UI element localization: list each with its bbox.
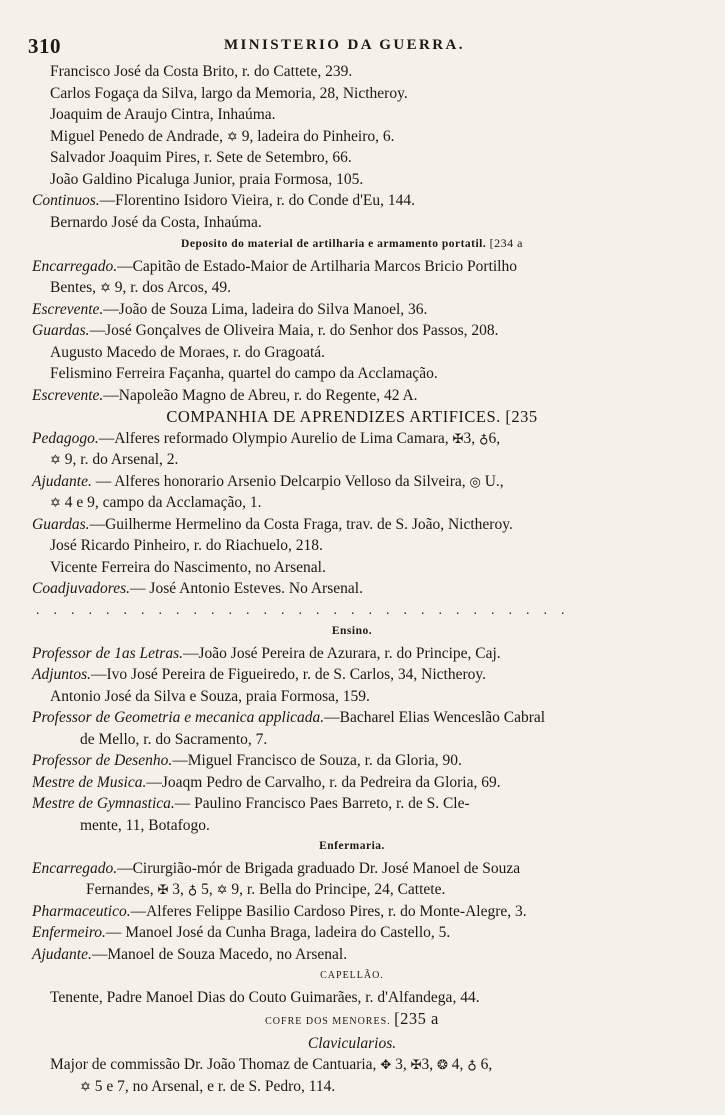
role-label: Escrevente.	[32, 300, 104, 318]
entry-line: Mestre de Gymnastica.— Paulino Francisco Paes Barreto, r. de S. Cle-	[32, 795, 470, 812]
page-number: 310	[28, 34, 61, 58]
star-decoration-icon: ✡	[99, 280, 111, 295]
entry-line: Fernandes, ✠ 3, ♁ 5, ✡ 9, r. Bella do Principe, 24, Cattete.	[86, 881, 446, 898]
entry-line: Guardas.—José Gonçalves de Oliveira Maia, r. do Senhor dos Passos, 208.	[32, 322, 499, 339]
star-decoration-icon: ✡	[80, 1078, 91, 1094]
section-heading-deposito: Deposito do material de artilharia e armamento portatil. [234 a	[181, 236, 523, 250]
role-label: Guardas.	[32, 322, 90, 339]
section-heading-companhia: COMPANHIA DE APRENDIZES ARTIFICES. [235	[166, 407, 538, 426]
star-decoration-icon: ✡	[50, 495, 61, 510]
section-heading-capellao: CAPELLÃO.	[320, 970, 384, 981]
entry-line: João Galdino Picaluga Junior, praia Formosa, 105.	[50, 170, 364, 188]
entry-line: Vicente Ferreira do Nascimento, no Arsenal.	[50, 558, 326, 576]
section-heading-ensino: Ensino.	[331, 625, 373, 637]
entry-line: Major de commissão Dr. João Thomaz de Cantuaria, ✥ 3, ✠3, ❂ 4, ♁ 6,	[50, 1056, 493, 1073]
entry-line: Professor de 1as Letras.—João José Pereira de Azurara, r. do Principe, Caj.	[32, 644, 501, 662]
entry-line: Pedagogo.—Alferes reformado Olympio Aurelio de Lima Camara, ✠3, ♁6,	[32, 429, 501, 447]
entry-line: Coadjuvadores.— José Antonio Esteves. No Arsenal.	[32, 580, 363, 597]
entry-line: Francisco José da Costa Brito, r. do Cattete, 239.	[50, 63, 353, 80]
entry-line: ✡ 5 e 7, no Arsenal, e r. de S. Pedro, 114.	[80, 1077, 336, 1095]
role-label: Encarregado.	[32, 257, 118, 275]
fourpoint-decoration-icon: ✥	[380, 1057, 392, 1072]
entry-line: ✡ 9, r. do Arsenal, 2.	[50, 451, 179, 468]
bell-decoration-icon: ♁	[187, 882, 198, 897]
entry-line: Enfermeiro.— Manoel José da Cunha Braga, ladeira do Castello, 5.	[32, 924, 451, 941]
section-reference: [234 a	[489, 236, 523, 250]
role-label: Encarregado.	[32, 859, 118, 877]
role-label: Professor de Desenho.	[32, 752, 173, 769]
entry-line: de Mello, r. do Sacramento, 7.	[80, 730, 268, 748]
entry-line: Encarregado.—Capitão de Estado-Maior de Artilharia Marcos Bricio Portilho	[32, 257, 517, 275]
entry-line: Bentes, ✡ 9, r. dos Arcos, 49.	[50, 279, 231, 296]
entry-line: Salvador Joaquim Pires, r. Sete de Setembro, 66.	[50, 149, 352, 166]
section-heading-enfermaria: Enfermaria.	[319, 840, 385, 852]
entry-line: José Ricardo Pinheiro, r. do Riachuelo, 218.	[50, 537, 323, 554]
circle-decoration-icon: ◎	[469, 473, 481, 489]
entry-line: Continuos.—Florentino Isidoro Vieira, r. do Conde d'Eu, 144.	[32, 192, 416, 209]
role-label: Continuos.	[32, 192, 100, 209]
entry-line: mente, 11, Botafogo.	[80, 816, 210, 834]
role-label: Adjuntos.	[32, 666, 91, 683]
entry-line: Joaquim de Araujo Cintra, Inhaúma.	[50, 106, 276, 123]
entry-line: Guardas.—Guilherme Hermelino da Costa Fraga, trav. de S. João, Nictheroy.	[32, 515, 513, 533]
role-label: Professor de 1as Letras.	[32, 644, 183, 662]
entry-line: Antonio José da Silva e Souza, praia Formosa, 159.	[50, 687, 370, 705]
entry-line: Professor de Desenho.—Miguel Francisco de Souza, r. da Gloria, 90.	[32, 752, 462, 769]
role-label: Pharmaceutico.	[32, 902, 131, 920]
role-label: Guardas.	[32, 515, 90, 533]
entry-line: Felismino Ferreira Façanha, quartel do campo da Acclamação.	[50, 365, 438, 382]
page-body	[32, 61, 672, 1097]
entry-line: Professor de Geometria e mecanica applicada.—Bacharel Elias Wenceslão Cabral	[32, 709, 546, 726]
entry-line: Augusto Macedo de Moraes, r. do Gragoatá.	[50, 343, 326, 361]
subsection-heading-clavicularios: Clavicularios.	[307, 1034, 397, 1052]
entry-line: Mestre de Musica.—Joaqm Pedro de Carvalho, r. da Pedreira da Gloria, 69.	[32, 773, 501, 791]
entry-line: ✡ 4 e 9, campo da Acclamação, 1.	[50, 494, 262, 511]
cross-decoration-icon: ✠	[452, 430, 464, 446]
role-label: Ajudante.	[32, 945, 92, 963]
entry-line: Ajudante. — Alferes honorario Arsenio Delcarpio Velloso da Silveira, ◎ U.,	[32, 472, 504, 490]
entry-line: Ajudante.—Manoel de Souza Macedo, no Arsenal.	[32, 945, 348, 963]
running-title: MINISTERIO DA GUERRA.	[224, 37, 465, 53]
page-header	[28, 34, 700, 56]
medal-decoration-icon: ❂	[437, 1057, 448, 1072]
entry-line: Adjuntos.—Ivo José Pereira de Figueiredo, r. de S. Carlos, 34, Nictheroy.	[32, 666, 487, 683]
entry-line: Escrevente.—João de Souza Lima, ladeira do Silva Manoel, 36.	[32, 300, 428, 318]
entry-line: Encarregado.—Cirurgião-mór de Brigada graduado Dr. José Manoel de Souza	[32, 859, 521, 877]
role-label: Mestre de Gymnastica.	[32, 795, 175, 812]
role-label: Enfermeiro.	[32, 924, 106, 941]
entry-line: Pharmaceutico.—Alferes Felippe Basilio Cardoso Pires, r. do Monte-Alegre, 3.	[32, 902, 527, 920]
role-label: Ajudante.	[32, 472, 92, 490]
section-reference: [235 a	[394, 1009, 439, 1028]
section-heading-cofre: COFRE DOS MENORES. [235 a	[265, 1009, 439, 1028]
entry-line: Carlos Fogaça da Silva, largo da Memoria, 28, Nictheroy.	[50, 84, 408, 102]
entry-line: Miguel Penedo de Andrade, ✡ 9, ladeira do Pinheiro, 6.	[50, 127, 395, 145]
star-decoration-icon: ✡	[216, 882, 228, 897]
entry-line: Tenente, Padre Manoel Dias do Couto Guimarães, r. d'Alfandega, 44.	[50, 988, 480, 1006]
role-label: Pedagogo.	[32, 429, 99, 447]
role-label: Professor de Geometria e mecanica applicada.	[32, 709, 325, 726]
star-decoration-icon: ✡	[226, 128, 238, 144]
entry-line: Bernardo José da Costa, Inhaúma.	[50, 213, 262, 231]
role-label: Coadjuvadores.	[32, 580, 131, 597]
role-label: Mestre de Musica.	[32, 773, 147, 791]
role-label: Escrevente.	[32, 386, 104, 404]
star-decoration-icon: ✡	[50, 452, 61, 467]
bell-decoration-icon: ♁	[478, 430, 489, 446]
bell-decoration-icon: ♁	[467, 1057, 477, 1072]
dot-leader: ...............................	[36, 602, 579, 618]
entry-line: Escrevente.—Napoleão Magno de Abreu, r. do Regente, 42 A.	[32, 386, 418, 404]
cross-decoration-icon: ✠	[157, 882, 169, 897]
section-reference: [235	[505, 407, 538, 426]
cross-decoration-icon: ✠	[410, 1057, 422, 1072]
